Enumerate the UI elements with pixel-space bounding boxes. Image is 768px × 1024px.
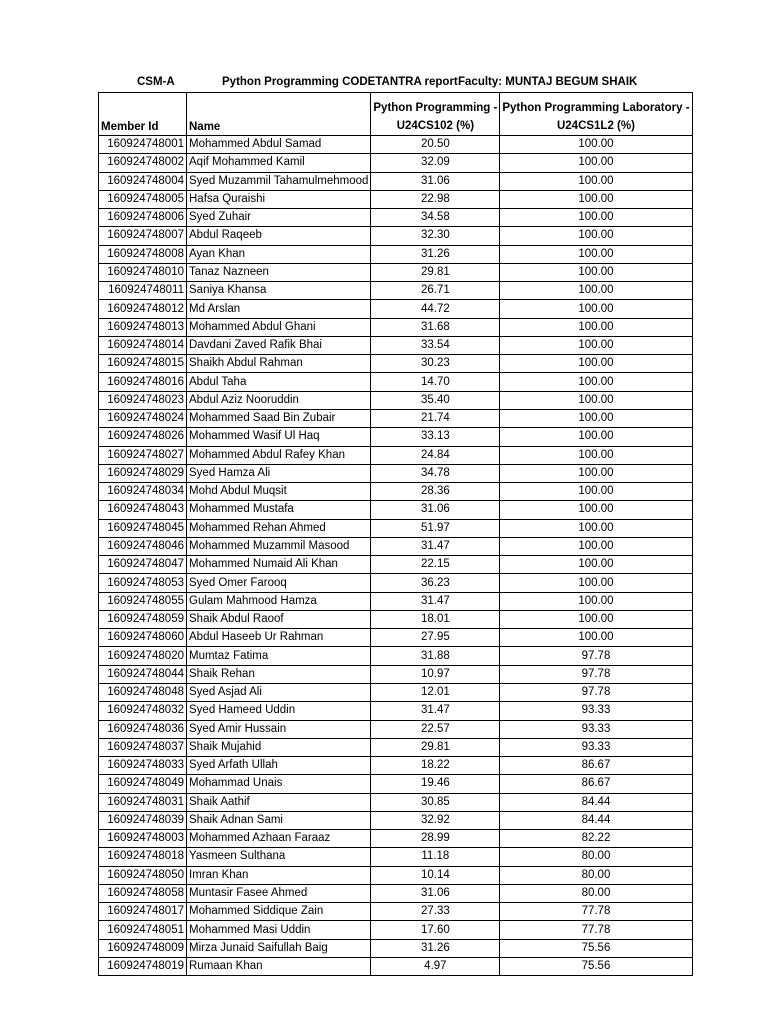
lab-score-cell: 86.67 bbox=[500, 757, 692, 775]
table-row bbox=[99, 172, 693, 190]
member-id-cell: 160924748036 bbox=[99, 720, 187, 738]
lab-score-cell: 100.00 bbox=[500, 391, 692, 409]
table-row bbox=[99, 501, 693, 519]
table-row bbox=[99, 592, 693, 610]
member-id-cell: 160924748002 bbox=[99, 154, 187, 172]
name-cell: Abdul Taha bbox=[187, 373, 371, 391]
python-score-cell: 31.47 bbox=[371, 702, 500, 720]
name-cell: Syed Muzammil Tahamulmehmood bbox=[187, 172, 371, 190]
name-cell: Rumaan Khan bbox=[187, 957, 371, 975]
table-row bbox=[99, 209, 693, 227]
name-cell: Mohammed Muzammil Masood bbox=[187, 537, 371, 555]
member-id-cell: 160924748033 bbox=[99, 757, 187, 775]
member-id-cell: 160924748049 bbox=[99, 775, 187, 793]
member-id-cell: 160924748026 bbox=[99, 428, 187, 446]
table-row bbox=[99, 391, 693, 409]
name-cell: Mohammed Rehan Ahmed bbox=[187, 519, 371, 537]
table-row bbox=[99, 336, 693, 354]
python-score-cell: 32.30 bbox=[371, 227, 500, 245]
lab-score-cell: 100.00 bbox=[500, 245, 692, 263]
name-cell: Shaik Aathif bbox=[187, 793, 371, 811]
member-id-cell: 160924748016 bbox=[99, 373, 187, 391]
python-score-cell: 31.06 bbox=[371, 172, 500, 190]
column-header-member-id: Member Id bbox=[99, 93, 187, 136]
table-row bbox=[99, 190, 693, 208]
lab-score-cell: 100.00 bbox=[500, 227, 692, 245]
python-score-cell: 36.23 bbox=[371, 574, 500, 592]
python-score-cell: 29.81 bbox=[371, 263, 500, 281]
name-cell: Hafsa Quraishi bbox=[187, 190, 371, 208]
table-row bbox=[99, 848, 693, 866]
name-cell: Mohammad Unais bbox=[187, 775, 371, 793]
member-id-cell: 160924748058 bbox=[99, 884, 187, 902]
member-id-cell: 160924748010 bbox=[99, 263, 187, 281]
lab-score-cell: 82.22 bbox=[500, 830, 692, 848]
table-row bbox=[99, 665, 693, 683]
name-cell: Saniya Khansa bbox=[187, 282, 371, 300]
python-score-cell: 34.78 bbox=[371, 464, 500, 482]
lab-score-cell: 100.00 bbox=[500, 409, 692, 427]
table-row bbox=[99, 300, 693, 318]
table-row bbox=[99, 957, 693, 975]
lab-score-cell: 100.00 bbox=[500, 190, 692, 208]
python-score-cell: 27.95 bbox=[371, 629, 500, 647]
table-row bbox=[99, 556, 693, 574]
member-id-cell: 160924748048 bbox=[99, 683, 187, 701]
table-row bbox=[99, 318, 693, 336]
lab-score-cell: 77.78 bbox=[500, 903, 692, 921]
lab-score-cell: 100.00 bbox=[500, 610, 692, 628]
member-id-cell: 160924748047 bbox=[99, 556, 187, 574]
member-id-cell: 160924748023 bbox=[99, 391, 187, 409]
class-label: CSM-A bbox=[137, 76, 175, 88]
column-header-python-lab bbox=[500, 93, 692, 136]
table-row bbox=[99, 574, 693, 592]
lab-score-cell: 75.56 bbox=[500, 939, 692, 957]
table-body bbox=[99, 136, 693, 976]
table-row bbox=[99, 154, 693, 172]
lab-score-cell: 80.00 bbox=[500, 848, 692, 866]
member-id-cell: 160924748039 bbox=[99, 811, 187, 829]
lab-score-cell: 93.33 bbox=[500, 720, 692, 738]
python-score-cell: 28.99 bbox=[371, 830, 500, 848]
member-id-cell: 160924748006 bbox=[99, 209, 187, 227]
lab-score-cell: 100.00 bbox=[500, 592, 692, 610]
python-score-cell: 34.58 bbox=[371, 209, 500, 227]
member-id-cell: 160924748029 bbox=[99, 464, 187, 482]
member-id-cell: 160924748045 bbox=[99, 519, 187, 537]
name-cell: Imran Khan bbox=[187, 866, 371, 884]
name-cell: Yasmeen Sulthana bbox=[187, 848, 371, 866]
lab-score-cell: 100.00 bbox=[500, 483, 692, 501]
python-score-cell: 12.01 bbox=[371, 683, 500, 701]
table-row bbox=[99, 464, 693, 482]
member-id-cell: 160924748032 bbox=[99, 702, 187, 720]
python-score-cell: 22.57 bbox=[371, 720, 500, 738]
table-row bbox=[99, 373, 693, 391]
python-score-cell: 33.54 bbox=[371, 336, 500, 354]
name-cell: Shaikh Abdul Rahman bbox=[187, 355, 371, 373]
table-row bbox=[99, 811, 693, 829]
name-cell: Syed Omer Farooq bbox=[187, 574, 371, 592]
member-id-cell: 160924748015 bbox=[99, 355, 187, 373]
member-id-cell: 160924748060 bbox=[99, 629, 187, 647]
python-score-cell: 24.84 bbox=[371, 446, 500, 464]
lab-score-cell: 100.00 bbox=[500, 464, 692, 482]
table-row bbox=[99, 903, 693, 921]
name-cell: Shaik Adnan Sami bbox=[187, 811, 371, 829]
python-score-cell: 19.46 bbox=[371, 775, 500, 793]
name-cell: Syed Zuhair bbox=[187, 209, 371, 227]
lab-score-cell: 84.44 bbox=[500, 793, 692, 811]
member-id-cell: 160924748055 bbox=[99, 592, 187, 610]
member-id-cell: 160924748051 bbox=[99, 921, 187, 939]
python-score-cell: 31.26 bbox=[371, 939, 500, 957]
table-row bbox=[99, 227, 693, 245]
python-score-cell: 18.01 bbox=[371, 610, 500, 628]
lab-score-cell: 100.00 bbox=[500, 282, 692, 300]
python-header-line1: Python Programming - bbox=[373, 102, 498, 114]
name-cell: Mumtaz Fatima bbox=[187, 647, 371, 665]
python-score-cell: 26.71 bbox=[371, 282, 500, 300]
lab-score-cell: 100.00 bbox=[500, 172, 692, 190]
name-cell: Mohammed Siddique Zain bbox=[187, 903, 371, 921]
table-row bbox=[99, 757, 693, 775]
name-cell: Mohammed Saad Bin Zubair bbox=[187, 409, 371, 427]
table-row bbox=[99, 446, 693, 464]
table-row bbox=[99, 428, 693, 446]
name-cell: Mohammed Abdul Rafey Khan bbox=[187, 446, 371, 464]
lab-score-cell: 80.00 bbox=[500, 884, 692, 902]
python-score-cell: 31.06 bbox=[371, 501, 500, 519]
python-score-cell: 51.97 bbox=[371, 519, 500, 537]
table-row bbox=[99, 683, 693, 701]
member-id-cell: 160924748007 bbox=[99, 227, 187, 245]
lab-score-cell: 97.78 bbox=[500, 647, 692, 665]
member-id-cell: 160924748019 bbox=[99, 957, 187, 975]
member-id-cell: 160924748017 bbox=[99, 903, 187, 921]
member-id-cell: 160924748013 bbox=[99, 318, 187, 336]
lab-score-cell: 77.78 bbox=[500, 921, 692, 939]
lab-score-cell: 93.33 bbox=[500, 738, 692, 756]
member-id-cell: 160924748044 bbox=[99, 665, 187, 683]
table-row bbox=[99, 409, 693, 427]
table-row bbox=[99, 629, 693, 647]
member-id-cell: 160924748014 bbox=[99, 336, 187, 354]
lab-score-cell: 100.00 bbox=[500, 428, 692, 446]
name-cell: Gulam Mahmood Hamza bbox=[187, 592, 371, 610]
lab-score-cell: 100.00 bbox=[500, 154, 692, 172]
name-cell: Shaik Mujahid bbox=[187, 738, 371, 756]
lab-score-cell: 97.78 bbox=[500, 665, 692, 683]
report-header bbox=[0, 76, 768, 92]
python-score-cell: 30.23 bbox=[371, 355, 500, 373]
python-score-cell: 31.06 bbox=[371, 884, 500, 902]
python-score-cell: 28.36 bbox=[371, 483, 500, 501]
python-score-cell: 22.15 bbox=[371, 556, 500, 574]
lab-score-cell: 100.00 bbox=[500, 556, 692, 574]
column-header-python-programming bbox=[371, 93, 500, 136]
lab-score-cell: 100.00 bbox=[500, 373, 692, 391]
name-cell: Mohammed Wasif Ul Haq bbox=[187, 428, 371, 446]
member-id-cell: 160924748004 bbox=[99, 172, 187, 190]
name-cell: Mohd Abdul Muqsit bbox=[187, 483, 371, 501]
python-score-cell: 31.47 bbox=[371, 537, 500, 555]
name-cell: Mohammed Mustafa bbox=[187, 501, 371, 519]
lab-header-line2: U24CS1L2 (%) bbox=[556, 120, 635, 132]
lab-score-cell: 100.00 bbox=[500, 501, 692, 519]
name-cell: Aqif Mohammed Kamil bbox=[187, 154, 371, 172]
table-row bbox=[99, 775, 693, 793]
table-row bbox=[99, 793, 693, 811]
table-row bbox=[99, 939, 693, 957]
lab-header-line1: Python Programming Laboratory - bbox=[502, 102, 690, 114]
name-cell: Md Arslan bbox=[187, 300, 371, 318]
member-id-cell: 160924748001 bbox=[99, 136, 187, 154]
lab-score-cell: 100.00 bbox=[500, 318, 692, 336]
lab-score-cell: 100.00 bbox=[500, 300, 692, 318]
lab-score-cell: 86.67 bbox=[500, 775, 692, 793]
name-cell: Syed Hameed Uddin bbox=[187, 702, 371, 720]
name-cell: Mohammed Masi Uddin bbox=[187, 921, 371, 939]
table-header-row bbox=[99, 93, 693, 136]
name-cell: Mohammed Abdul Ghani bbox=[187, 318, 371, 336]
name-cell: Syed Asjad Ali bbox=[187, 683, 371, 701]
member-id-cell: 160924748046 bbox=[99, 537, 187, 555]
python-score-cell: 10.97 bbox=[371, 665, 500, 683]
python-header-line2: U24CS102 (%) bbox=[396, 120, 475, 132]
table-row bbox=[99, 537, 693, 555]
member-id-cell: 160924748059 bbox=[99, 610, 187, 628]
name-cell: Shaik Rehan bbox=[187, 665, 371, 683]
table-row bbox=[99, 866, 693, 884]
python-score-cell: 11.18 bbox=[371, 848, 500, 866]
column-header-name: Name bbox=[187, 93, 371, 136]
python-score-cell: 10.14 bbox=[371, 866, 500, 884]
lab-score-cell: 75.56 bbox=[500, 957, 692, 975]
name-cell: Abdul Raqeeb bbox=[187, 227, 371, 245]
python-score-cell: 17.60 bbox=[371, 921, 500, 939]
name-cell: Abdul Aziz Nooruddin bbox=[187, 391, 371, 409]
table-row bbox=[99, 738, 693, 756]
python-score-cell: 33.13 bbox=[371, 428, 500, 446]
member-id-cell: 160924748037 bbox=[99, 738, 187, 756]
member-id-cell: 160924748050 bbox=[99, 866, 187, 884]
lab-score-cell: 100.00 bbox=[500, 336, 692, 354]
name-cell: Mirza Junaid Saifullah Baig bbox=[187, 939, 371, 957]
table-row bbox=[99, 355, 693, 373]
table-row bbox=[99, 610, 693, 628]
table-row bbox=[99, 830, 693, 848]
python-score-cell: 35.40 bbox=[371, 391, 500, 409]
member-id-cell: 160924748012 bbox=[99, 300, 187, 318]
python-score-cell: 31.47 bbox=[371, 592, 500, 610]
python-score-cell: 29.81 bbox=[371, 738, 500, 756]
report-title: Python Programming CODETANTRA report bbox=[222, 76, 458, 88]
table-row bbox=[99, 136, 693, 154]
member-id-cell: 160924748003 bbox=[99, 830, 187, 848]
lab-score-cell: 100.00 bbox=[500, 537, 692, 555]
lab-score-cell: 100.00 bbox=[500, 574, 692, 592]
python-score-cell: 21.74 bbox=[371, 409, 500, 427]
table-row bbox=[99, 263, 693, 281]
lab-score-cell: 100.00 bbox=[500, 446, 692, 464]
table-row bbox=[99, 282, 693, 300]
lab-score-cell: 100.00 bbox=[500, 629, 692, 647]
table-row bbox=[99, 720, 693, 738]
table-row bbox=[99, 702, 693, 720]
report-table bbox=[98, 92, 693, 976]
python-score-cell: 20.50 bbox=[371, 136, 500, 154]
table-row bbox=[99, 245, 693, 263]
name-cell: Ayan Khan bbox=[187, 245, 371, 263]
lab-score-cell: 100.00 bbox=[500, 209, 692, 227]
member-id-cell: 160924748031 bbox=[99, 793, 187, 811]
python-score-cell: 31.68 bbox=[371, 318, 500, 336]
python-score-cell: 31.88 bbox=[371, 647, 500, 665]
table-row bbox=[99, 483, 693, 501]
lab-score-cell: 97.78 bbox=[500, 683, 692, 701]
python-score-cell: 30.85 bbox=[371, 793, 500, 811]
table-row bbox=[99, 921, 693, 939]
faculty-label: Faculty: MUNTAJ BEGUM SHAIK bbox=[458, 76, 638, 88]
name-cell: Muntasir Fasee Ahmed bbox=[187, 884, 371, 902]
member-id-cell: 160924748027 bbox=[99, 446, 187, 464]
member-id-cell: 160924748005 bbox=[99, 190, 187, 208]
lab-score-cell: 100.00 bbox=[500, 519, 692, 537]
name-cell: Mohammed Azhaan Faraaz bbox=[187, 830, 371, 848]
lab-score-cell: 100.00 bbox=[500, 263, 692, 281]
table-row bbox=[99, 519, 693, 537]
python-score-cell: 31.26 bbox=[371, 245, 500, 263]
member-id-cell: 160924748011 bbox=[99, 282, 187, 300]
python-score-cell: 32.09 bbox=[371, 154, 500, 172]
name-cell: Davdani Zaved Rafik Bhai bbox=[187, 336, 371, 354]
member-id-cell: 160924748018 bbox=[99, 848, 187, 866]
member-id-cell: 160924748024 bbox=[99, 409, 187, 427]
lab-score-cell: 93.33 bbox=[500, 702, 692, 720]
python-score-cell: 18.22 bbox=[371, 757, 500, 775]
name-cell: Mohammed Numaid Ali Khan bbox=[187, 556, 371, 574]
name-cell: Syed Hamza Ali bbox=[187, 464, 371, 482]
member-id-cell: 160924748043 bbox=[99, 501, 187, 519]
name-cell: Abdul Haseeb Ur Rahman bbox=[187, 629, 371, 647]
name-cell: Syed Arfath Ullah bbox=[187, 757, 371, 775]
lab-score-cell: 84.44 bbox=[500, 811, 692, 829]
member-id-cell: 160924748009 bbox=[99, 939, 187, 957]
table-row bbox=[99, 884, 693, 902]
python-score-cell: 32.92 bbox=[371, 811, 500, 829]
name-cell: Shaik Abdul Raoof bbox=[187, 610, 371, 628]
python-score-cell: 44.72 bbox=[371, 300, 500, 318]
lab-score-cell: 100.00 bbox=[500, 355, 692, 373]
member-id-cell: 160924748008 bbox=[99, 245, 187, 263]
python-score-cell: 14.70 bbox=[371, 373, 500, 391]
name-cell: Mohammed Abdul Samad bbox=[187, 136, 371, 154]
member-id-cell: 160924748053 bbox=[99, 574, 187, 592]
table-row bbox=[99, 647, 693, 665]
python-score-cell: 27.33 bbox=[371, 903, 500, 921]
name-cell: Syed Amir Hussain bbox=[187, 720, 371, 738]
lab-score-cell: 80.00 bbox=[500, 866, 692, 884]
lab-score-cell: 100.00 bbox=[500, 136, 692, 154]
python-score-cell: 4.97 bbox=[371, 957, 500, 975]
member-id-cell: 160924748034 bbox=[99, 483, 187, 501]
name-cell: Tanaz Nazneen bbox=[187, 263, 371, 281]
member-id-cell: 160924748020 bbox=[99, 647, 187, 665]
python-score-cell: 22.98 bbox=[371, 190, 500, 208]
